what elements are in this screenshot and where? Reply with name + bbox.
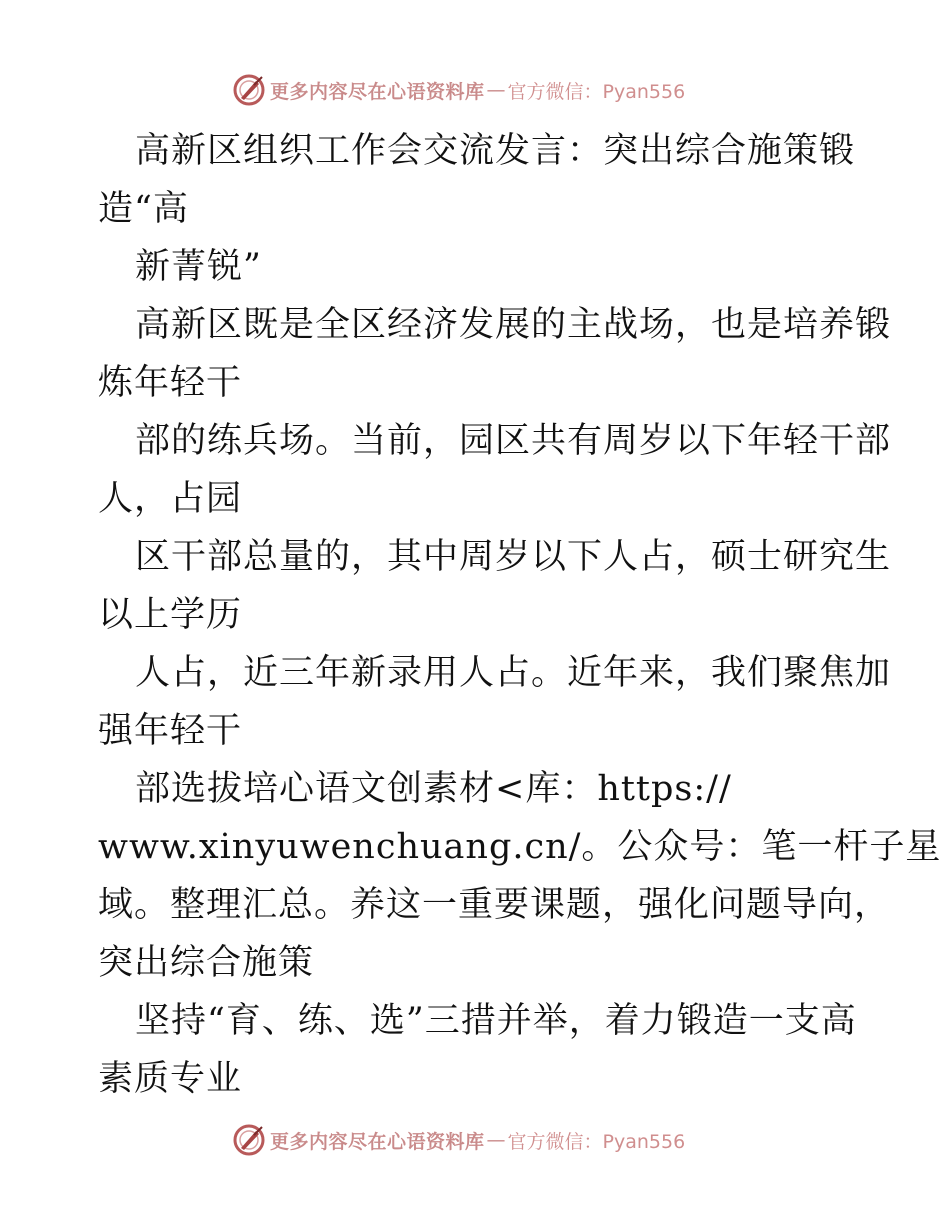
document-body (98, 122, 942, 1108)
document-line: www.xinyuwenchuang.cn/。公众号：笔一杆子星 (98, 827, 942, 867)
document-line: 区干部总量的，其中周岁以下人占，硕士研究生 (135, 537, 892, 577)
document-line: 人，占园 (98, 479, 243, 519)
document-line: 部选拔培心语文创素材<库：https:// (135, 769, 732, 809)
document-line: 强年轻干 (98, 711, 243, 751)
quill-circle-icon (232, 73, 266, 107)
header-watermark-banner (0, 70, 950, 110)
document-line: 高新区组织工作会交流发言：突出综合施策锻 (135, 131, 856, 171)
document-line: 素质专业 (98, 1059, 243, 1099)
document-line: 突出综合施策 (98, 943, 315, 983)
banner-contact: 官方微信：Pyan556 (507, 1130, 686, 1153)
document-line: 人占，近三年新录用人占。近年来，我们聚焦加 (135, 653, 892, 693)
document-line: 域。整理汇总。养这一重要课题，强化问题导向， (98, 885, 891, 925)
document-line: 炼年轻干 (98, 363, 243, 403)
document-line: 新菁锐” (135, 247, 262, 287)
document-line: 高新区既是全区经济发展的主战场，也是培养锻 (135, 305, 892, 345)
document-line: 以上学历 (98, 595, 243, 635)
banner-separator: — (486, 1129, 506, 1151)
document-line: 造“高 (98, 189, 189, 229)
banner-separator: — (486, 79, 506, 101)
document-line: 坚持“育、练、选”三措并举，着力锻造一支高 (135, 1001, 857, 1041)
banner-text: 更多内容尽在心语资料库 (270, 1130, 485, 1153)
document-line: 部的练兵场。当前，园区共有周岁以下年轻干部 (135, 421, 892, 461)
quill-circle-icon (232, 1123, 266, 1157)
banner-contact: 官方微信：Pyan556 (507, 80, 686, 103)
footer-watermark-banner (0, 1120, 950, 1160)
banner-text: 更多内容尽在心语资料库 (270, 80, 485, 103)
